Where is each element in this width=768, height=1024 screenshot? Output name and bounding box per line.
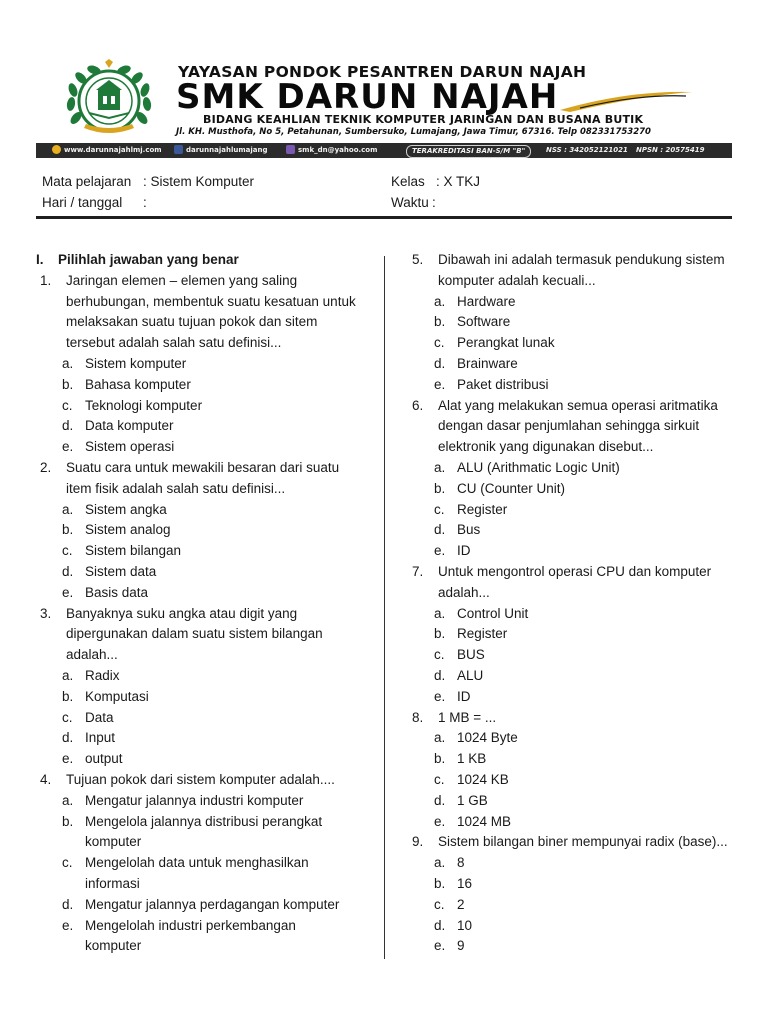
option-text: komputer: [85, 938, 142, 954]
answer-option[interactable]: [36, 853, 366, 874]
question-number: [408, 271, 438, 292]
question-text: 1 MB = ...: [438, 709, 497, 725]
option-text: 1 GB: [457, 792, 488, 808]
question-text: dipergunakan dalam suatu sistem bilangan: [66, 626, 323, 642]
answer-option[interactable]: [36, 500, 366, 521]
question-line: [408, 583, 738, 604]
question-number: 7.: [412, 563, 424, 579]
answer-option[interactable]: [408, 624, 738, 645]
question-text: Alat yang melakukan semua operasi aritmatika: [438, 397, 718, 413]
question-number: 2.: [40, 459, 52, 475]
option-text: 1024 KB: [457, 771, 509, 787]
answer-option[interactable]: [408, 874, 738, 895]
answer-option[interactable]: [36, 687, 366, 708]
option-letter: c.: [62, 855, 73, 871]
option-letter: c.: [62, 543, 73, 559]
option-letter: c.: [434, 335, 445, 351]
option-text: Sistem data: [85, 563, 157, 579]
question-text: komputer adalah kecuali...: [438, 272, 596, 288]
option-text: 2: [457, 896, 465, 912]
option-text: Data: [85, 709, 114, 725]
option-letter: b.: [434, 751, 446, 767]
website-contact[interactable]: www.darunnajahlmj.com: [52, 145, 162, 156]
question-line: [408, 271, 738, 292]
answer-option[interactable]: [36, 583, 366, 604]
answer-option[interactable]: [408, 333, 738, 354]
option-text: Mengatur jalannya perdagangan komputer: [85, 896, 340, 912]
option-letter: d.: [434, 355, 446, 371]
option-letter: a.: [62, 792, 74, 808]
option-letter: b.: [434, 480, 446, 496]
yahoo-mail-icon: [286, 145, 295, 154]
option-text: 1 KB: [457, 751, 487, 767]
answer-option[interactable]: [36, 812, 366, 833]
option-text: 16: [457, 875, 473, 891]
subject-value: : Sistem Komputer: [143, 174, 255, 189]
school-name: SMK DARUN NAJAH: [176, 77, 559, 117]
option-letter: a.: [434, 855, 446, 871]
option-letter: a.: [62, 501, 74, 517]
answer-option[interactable]: [408, 770, 738, 791]
question-line: [36, 458, 366, 479]
option-letter: e.: [434, 938, 446, 954]
question-3: [36, 604, 366, 770]
answer-option[interactable]: [36, 708, 366, 729]
option-letter: e.: [62, 751, 74, 767]
question-2: [36, 458, 366, 604]
option-text: Input: [85, 730, 116, 746]
option-letter: d.: [434, 522, 446, 538]
option-text: 9: [457, 938, 465, 954]
option-letter: d.: [434, 917, 446, 933]
option-text: 1024 MB: [457, 813, 512, 829]
question-line: [36, 333, 366, 354]
option-letter: b.: [62, 813, 74, 829]
answer-option[interactable]: [36, 396, 366, 417]
accreditation-badge: TERAKREDITASI BAN-S/M "B": [406, 145, 531, 158]
option-text: ID: [457, 543, 471, 559]
option-letter: b.: [62, 688, 74, 704]
option-text: ALU (Arithmatic Logic Unit): [457, 459, 620, 475]
option-text: Bus: [457, 522, 481, 538]
question-9: [408, 832, 738, 957]
question-number: [36, 479, 66, 500]
option-letter: [62, 936, 85, 957]
question-text: adalah...: [66, 647, 118, 663]
answer-option[interactable]: [408, 479, 738, 500]
option-letter: a.: [434, 605, 446, 621]
option-text: output: [85, 751, 123, 767]
option-text: BUS: [457, 647, 485, 663]
question-number: [36, 292, 66, 313]
answer-option[interactable]: [36, 562, 366, 583]
option-text: komputer: [85, 834, 142, 850]
question-text: adalah...: [438, 584, 490, 600]
answer-option[interactable]: [408, 375, 738, 396]
option-letter: d.: [62, 896, 74, 912]
answer-option[interactable]: [36, 749, 366, 770]
answer-option[interactable]: [36, 437, 366, 458]
answer-option[interactable]: [408, 687, 738, 708]
question-text: Suatu cara untuk mewakili besaran dari suatu: [66, 459, 340, 475]
question-7: [408, 562, 738, 708]
option-text: Data komputer: [85, 418, 174, 434]
option-letter: c.: [62, 709, 73, 725]
option-text: Basis data: [85, 584, 149, 600]
answer-option[interactable]: [36, 666, 366, 687]
question-number: 9.: [412, 834, 424, 850]
answer-option[interactable]: [408, 666, 738, 687]
question-number: [408, 583, 438, 604]
facebook-icon: [174, 145, 183, 154]
option-letter: e.: [62, 439, 74, 455]
option-text: informasi: [85, 875, 140, 891]
option-letter: b.: [434, 875, 446, 891]
question-number: 5.: [412, 252, 424, 267]
option-text: CU (Counter Unit): [457, 480, 566, 496]
question-text: Tujuan pokok dari sistem komputer adalah....: [66, 771, 335, 787]
answer-option[interactable]: [408, 604, 738, 625]
question-line: [36, 624, 366, 645]
question-number: [408, 416, 438, 437]
answer-option[interactable]: [408, 520, 738, 541]
option-letter: c.: [434, 501, 445, 517]
question-number: 3.: [40, 605, 52, 621]
option-letter: a.: [62, 667, 74, 683]
option-letter: e.: [62, 584, 74, 600]
option-letter: d.: [62, 418, 74, 434]
question-text: tersebut adalah salah satu definisi...: [66, 335, 282, 351]
option-text: Sistem komputer: [85, 355, 187, 371]
option-text: ALU: [457, 667, 484, 683]
answer-option[interactable]: [408, 895, 738, 916]
answer-option[interactable]: [36, 354, 366, 375]
contact-bar: [36, 143, 732, 158]
day-label: Hari / tanggal: [42, 195, 123, 210]
option-text: Teknologi komputer: [85, 397, 203, 413]
option-letter: d.: [62, 730, 74, 746]
answer-option[interactable]: [36, 936, 366, 957]
answer-option[interactable]: [408, 812, 738, 833]
question-8: [408, 708, 738, 833]
question-4: [36, 770, 366, 957]
option-text: 1024 Byte: [457, 730, 518, 746]
school-crest-icon: [64, 58, 154, 140]
answer-option[interactable]: [408, 728, 738, 749]
option-letter: c.: [434, 771, 445, 787]
answer-option[interactable]: [408, 312, 738, 333]
option-text: Register: [457, 626, 508, 642]
option-letter: b.: [434, 314, 446, 330]
answer-option[interactable]: [36, 416, 366, 437]
option-letter: a.: [62, 355, 74, 371]
option-text: ID: [457, 688, 471, 704]
option-text: Mengelola jalannya distribusi perangkat: [85, 813, 323, 829]
option-text: Sistem bilangan: [85, 543, 182, 559]
globe-icon: [52, 145, 61, 154]
day-value: :: [143, 195, 147, 210]
question-number: [408, 437, 438, 458]
option-text: 8: [457, 855, 465, 871]
answer-option[interactable]: [408, 458, 738, 479]
option-letter: e.: [434, 376, 446, 392]
option-text: Software: [457, 314, 511, 330]
question-number: 6.: [412, 397, 424, 413]
option-letter: a.: [434, 459, 446, 475]
question-line: [36, 312, 366, 333]
option-text: Mengelolah industri perkembangan: [85, 917, 296, 933]
option-letter: e.: [62, 917, 74, 933]
question-line: [36, 770, 366, 791]
letterhead: [0, 0, 768, 140]
option-letter: b.: [62, 522, 74, 538]
question-line: [408, 416, 738, 437]
question-text: berhubungan, membentuk suatu kesatuan untuk: [66, 293, 356, 309]
question-6: [408, 396, 738, 562]
option-letter: d.: [434, 667, 446, 683]
question-line: [36, 292, 366, 313]
question-line: [408, 396, 738, 417]
option-text: Hardware: [457, 293, 516, 309]
department-line: BIDANG KEAHLIAN TEKNIK KOMPUTER JARINGAN DAN BUSANA BUTIK: [203, 113, 644, 126]
answer-option[interactable]: [408, 541, 738, 562]
header-divider: [36, 216, 732, 219]
answer-option[interactable]: [408, 853, 738, 874]
answer-option[interactable]: [408, 936, 738, 957]
question-line: [408, 437, 738, 458]
question-text: Dibawah ini adalah termasuk pendukung sistem: [438, 252, 725, 267]
subject-label: Mata pelajaran: [42, 174, 132, 189]
question-line: [408, 250, 738, 271]
class-label: Kelas: [391, 174, 425, 189]
answer-option[interactable]: [36, 541, 366, 562]
option-letter: d.: [62, 563, 74, 579]
question-1: [36, 271, 366, 458]
column-divider: [384, 256, 385, 959]
answer-option[interactable]: [36, 520, 366, 541]
option-letter: c.: [62, 397, 73, 413]
option-text: Sistem operasi: [85, 439, 175, 455]
address-line: Jl. KH. Musthofa, No 5, Petahunan, Sumbersuko, Lumajang, Jawa Timur, 67316. Telp 082331753270: [176, 127, 651, 137]
question-line: [408, 562, 738, 583]
option-letter: b.: [434, 626, 446, 642]
nss-number: NSS : 342052121021: [546, 146, 628, 154]
question-line: [36, 479, 366, 500]
option-letter: e.: [434, 688, 446, 704]
option-letter: [62, 874, 85, 895]
option-text: 10: [457, 917, 473, 933]
question-line: [36, 604, 366, 625]
section-instruction: Pilihlah jawaban yang benar: [58, 252, 239, 267]
option-text: Control Unit: [457, 605, 529, 621]
question-text: dengan dasar penjumlahan sehingga sirkuit: [438, 418, 700, 434]
option-letter: [62, 832, 85, 853]
answer-option[interactable]: [36, 895, 366, 916]
answer-option[interactable]: [36, 728, 366, 749]
option-text: Bahasa komputer: [85, 376, 191, 392]
answer-option[interactable]: [408, 916, 738, 937]
question-column-left: [36, 250, 366, 957]
option-text: Sistem analog: [85, 522, 171, 538]
option-letter: c.: [434, 896, 445, 912]
option-letter: c.: [434, 647, 445, 663]
question-line: [408, 832, 738, 853]
class-value: : X TKJ: [436, 174, 481, 189]
facebook-contact[interactable]: darunnajahlumajang: [174, 145, 267, 156]
question-number: [36, 624, 66, 645]
question-line: [36, 645, 366, 666]
option-text: Paket distribusi: [457, 376, 549, 392]
question-text: item fisik adalah salah satu definisi...: [66, 480, 286, 496]
answer-option[interactable]: [408, 500, 738, 521]
question-text: elektronik yang digunakan disebut...: [438, 439, 654, 455]
time-value: :: [432, 195, 436, 210]
option-letter: e.: [434, 543, 446, 559]
question-line: [408, 708, 738, 729]
answer-option[interactable]: [36, 791, 366, 812]
gold-swoosh-icon: [560, 84, 692, 114]
time-label: Waktu: [391, 195, 429, 210]
option-text: Komputasi: [85, 688, 149, 704]
option-text: Mengatur jalannya industri komputer: [85, 792, 304, 808]
option-letter: a.: [434, 293, 446, 309]
answer-option[interactable]: [408, 354, 738, 375]
question-text: Banyaknya suku angka atau digit yang: [66, 605, 298, 621]
question-text: Untuk mengontrol operasi CPU dan komputer: [438, 563, 712, 579]
option-text: Mengelolah data untuk menghasilkan: [85, 855, 309, 871]
question-text: Sistem bilangan biner mempunyai radix (base)...: [438, 834, 728, 850]
question-text: melaksakan suatu tujuan pokok dan sitem: [66, 314, 318, 330]
question-column-right: [408, 250, 738, 957]
option-text: Brainware: [457, 355, 518, 371]
answer-option[interactable]: [408, 749, 738, 770]
option-text: Register: [457, 501, 508, 517]
option-text: Radix: [85, 667, 120, 683]
option-letter: b.: [62, 376, 74, 392]
answer-option[interactable]: [408, 645, 738, 666]
section-number: I.: [36, 252, 44, 267]
answer-option[interactable]: [408, 791, 738, 812]
question-5: [408, 250, 738, 396]
option-letter: d.: [434, 792, 446, 808]
option-text: Perangkat lunak: [457, 335, 555, 351]
question-number: 4.: [40, 771, 52, 787]
question-number: [36, 645, 66, 666]
answer-option[interactable]: [36, 874, 366, 895]
option-letter: a.: [434, 730, 446, 746]
option-letter: e.: [434, 813, 446, 829]
option-text: Sistem angka: [85, 501, 167, 517]
npsn-number: NPSN : 20575419: [636, 146, 705, 154]
answer-option[interactable]: [36, 916, 366, 937]
question-line: [36, 271, 366, 292]
question-number: 8.: [412, 709, 424, 725]
answer-option[interactable]: [36, 375, 366, 396]
question-number: [36, 333, 66, 354]
email-contact[interactable]: smk_dn@yahoo.com: [286, 145, 377, 156]
question-text: Jaringan elemen – elemen yang saling: [66, 272, 298, 288]
question-number: 1.: [40, 272, 52, 288]
question-number: [36, 312, 66, 333]
section-title: [36, 250, 366, 271]
answer-option[interactable]: [408, 292, 738, 313]
answer-option[interactable]: [36, 832, 366, 853]
foundation-name: YAYASAN PONDOK PESANTREN DARUN NAJAH: [178, 63, 587, 81]
